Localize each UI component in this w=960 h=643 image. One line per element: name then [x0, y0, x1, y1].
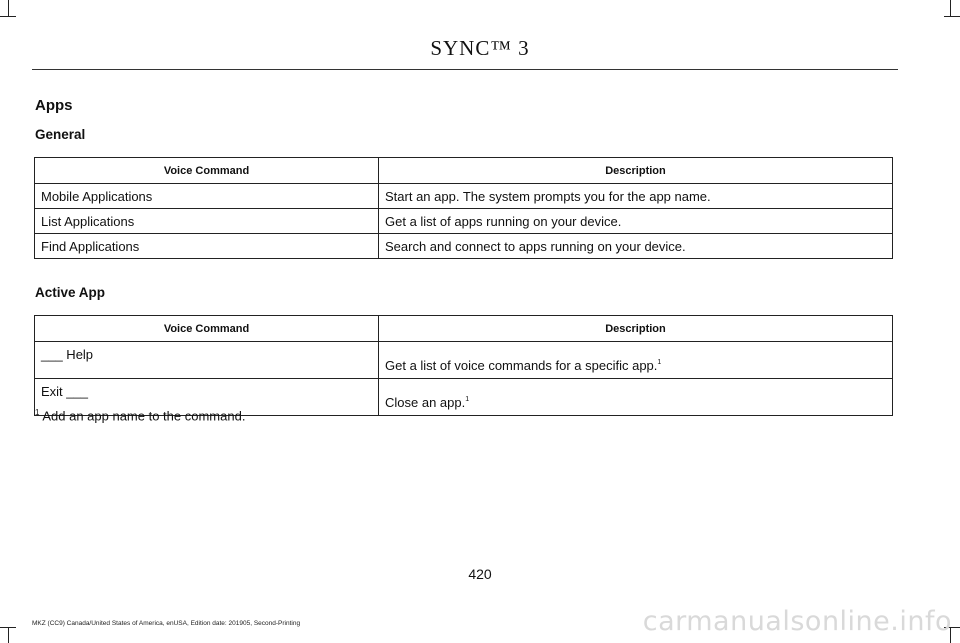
table-row: [35, 184, 893, 209]
header-rule: [32, 69, 898, 70]
footnote-text: Add an app name to the command.: [42, 408, 246, 424]
description-cell: Search and connect to apps running on your device.: [379, 234, 893, 259]
footnote-marker: 1: [35, 408, 40, 417]
edition-line: MKZ (CC9) Canada/United States of America, enUSA, Edition date: 201905, Second-Printing: [32, 620, 301, 627]
description-cell: [379, 342, 893, 379]
footnote-reference: 1: [465, 395, 470, 403]
crop-mark-bottom-left: [8, 627, 9, 643]
column-header-voice-command: Voice Command: [35, 316, 379, 342]
column-header-voice-command: Voice Command: [35, 158, 379, 184]
table-row: [35, 234, 893, 259]
subsection-title-active-app: Active App: [35, 285, 106, 300]
crop-mark-top-left: [8, 0, 9, 16]
voice-command-cell: Exit ___: [35, 379, 379, 416]
table-row: [35, 209, 893, 234]
crop-mark-bottom-left: [0, 627, 16, 628]
crop-mark-top-left: [0, 16, 16, 17]
voice-command-cell: ___ Help: [35, 342, 379, 379]
voice-command-cell: List Applications: [35, 209, 379, 234]
description-text: Get a list of voice commands for a specific app.: [385, 358, 658, 373]
crop-mark-top-right: [950, 0, 951, 16]
voice-command-cell: Mobile Applications: [35, 184, 379, 209]
voice-command-cell: Find Applications: [35, 234, 379, 259]
general-commands-table: [34, 157, 893, 259]
section-title: Apps: [35, 97, 73, 114]
footnote: [35, 408, 245, 423]
crop-mark-top-right: [944, 16, 960, 17]
column-header-description: Description: [379, 158, 893, 184]
column-header-description: Description: [379, 316, 893, 342]
table-header-row: [35, 158, 893, 184]
description-text: Close an app.: [385, 395, 466, 410]
description-cell: Get a list of apps running on your device.: [379, 209, 893, 234]
footnote-reference: 1: [657, 358, 662, 366]
description-cell: Start an app. The system prompts you for the app name.: [379, 184, 893, 209]
watermark: carmanualsonline.info: [642, 606, 952, 637]
subsection-title-general: General: [35, 127, 86, 142]
table-row: [35, 342, 893, 379]
running-head: SYNC™ 3: [430, 36, 530, 60]
description-cell: [379, 379, 893, 416]
active-app-commands-table: [34, 315, 893, 416]
page-number: 420: [468, 566, 492, 582]
table-header-row: [35, 316, 893, 342]
